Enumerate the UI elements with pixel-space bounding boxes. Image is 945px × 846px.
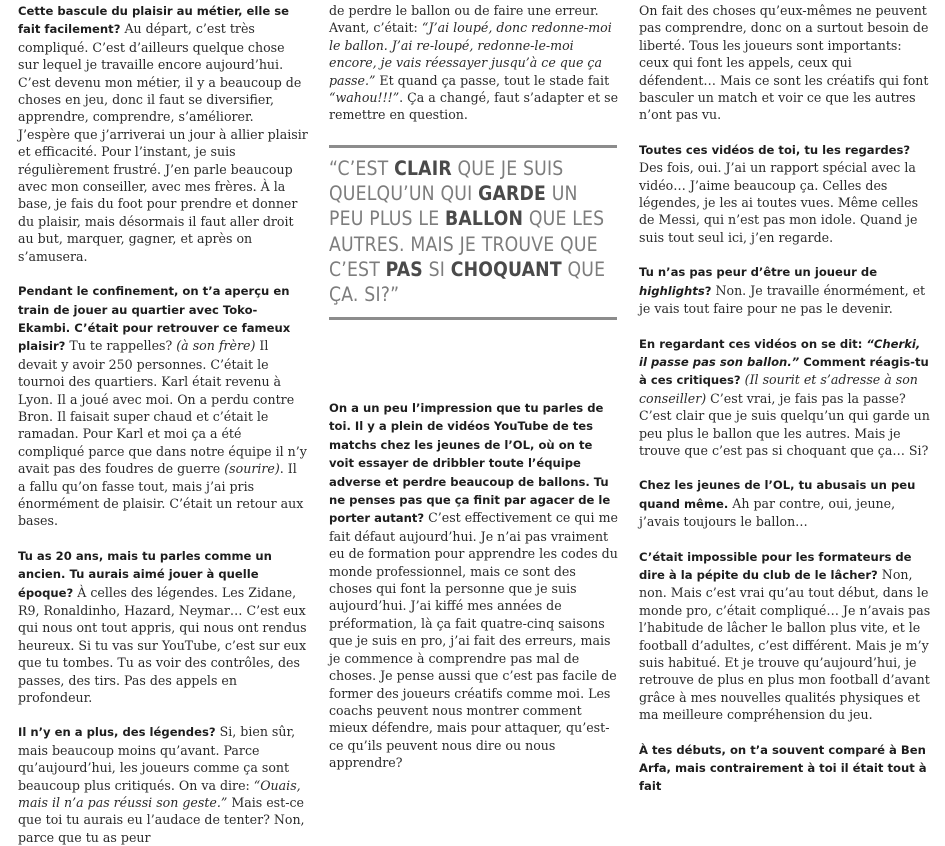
interview-question: Toutes ces vidéos de toi, tu les regardes?	[639, 142, 911, 157]
pull-quote-highlight: CLAIR	[394, 157, 452, 180]
interview-question: Cette bascule du plaisir au métier, elle se fait facilement?	[18, 4, 290, 37]
interview-answer: C’est vrai, je fais pas la passe? C’est clair que je suis quelqu’un qui garde un peu plus le ballon que les autres. Mais je trouve que c’est pas si choquant que ça… Si?	[639, 390, 930, 458]
interview-answer: Non, non. Mais c’est vrai qu’au tout début, dans le monde pro, c’était compliqué… Je n’avais pas l’habitude de lâcher le ballon plus vite, et le football d’adultes, c’est différent. Mais je m’y suis habitué. Et je trouve qu’aujourd’hui, je retrouve de plus en plus mon football d’avant grâce à mes nouvelles qualités physiques et ma meilleure compréhension du jeu.	[639, 566, 931, 723]
interview-answer: Tu te rappelles?	[65, 338, 177, 354]
stage-direction: (à son frère)	[176, 338, 256, 354]
interview-question: À tes débuts, on t’a souvent comparé à Ben Arfa, mais contrairement à toi il était tout à fait	[639, 742, 927, 794]
interview-answer: Et quand ça passe, tout le stade fait	[375, 72, 610, 88]
quoted-speech: “wahou!!!”	[329, 90, 400, 106]
pull-quote-highlight: GARDE	[478, 182, 547, 206]
interview-answer: Si, bien sûr, mais beaucoup moins qu’avant. Parce qu’aujourd’hui, les joueurs comme ça sont beaucoup plus critiqués. On va dire:	[18, 724, 296, 793]
interview-answer: À celles des légendes. Les Zidane, R9, Ronaldinho, Hazard, Neymar… C’est eux qui nous ont tout appris, qui nous ont rendus heureux. Si tu vas sur YouTube, c’est sur eux que tu tombes. Tu as voir des contrôles, des passes, des tirs. Pas des appels en profondeur.	[18, 584, 307, 706]
quoted-speech: “J’ai loupé, donc redonne-moi le ballon. J’ai re-loupé, redonne-le-moi encore, je vais réessayer jusqu’à ce que ça passe.”	[329, 20, 612, 88]
interview-question: En regardant ces vidéos on se dit:	[639, 336, 867, 351]
pull-quote-segment: QUE JE SUIS QUELQU’UN QUI	[329, 157, 564, 206]
interview-answer: C’est effectivement ce qui me fait défaut aujourd’hui. Je n’ai pas vraiment eu de formation pour apprendre les codes du monde professionnel, mais ce sont des choses qui font la personne que je suis aujourd’hui. J’ai kiffé mes années de préformation, là ça fait quatre-cinq saisons que je suis en pro, j’ai fait des erreurs, mais je commence à comprendre pas mal de choses. Je pense aussi que c’est pas facile de former des joueurs créatifs comme moi. Les coachs peuvent nous montrer comment mieux défendre, mais pour attaquer, qu’est-ce qu’ils peuvent nous dire ou nous apprendre?	[329, 510, 618, 771]
interview-answer: On fait des choses qu’eux-mêmes ne peuvent pas comprendre, donc on a surtout besoin de liberté. Tous les joueurs sont importants: ceux qui font les appels, ceux qui défendent… Mais ce sont les créatifs qui font basculer un match et voir ce que les autres n’ont pas vu.	[639, 3, 929, 123]
interview-question: Il n’y en a plus, des légendes?	[18, 725, 216, 740]
interview-paragraph	[639, 476, 931, 530]
interview-paragraph	[18, 723, 308, 846]
interview-paragraph	[329, 2, 619, 124]
interview-answer: Ah par contre, oui, jeune, j’avais toujours le ballon…	[639, 495, 896, 530]
interview-paragraph	[639, 2, 931, 124]
interview-question: Pendant le confinement, on t’a aperçu en train de jouer au quartier avec Toko-Ekambi. C’était pour retrouver ce fameux plaisir?	[18, 284, 291, 354]
pull-quote-segment: QUE LES AUTRES. MAIS JE TROUVE QUE C’EST	[329, 207, 605, 281]
interview-paragraph	[639, 548, 931, 724]
interview-question: Chez les jeunes de l’OL, tu abusais un peu quand même.	[639, 478, 916, 511]
interview-question: ?	[704, 283, 712, 298]
interview-paragraph	[639, 741, 931, 796]
pull-quote	[329, 145, 617, 320]
quoted-speech: “Ouais, mais il n’a pas réussi son geste.”	[18, 777, 301, 811]
interview-paragraph	[639, 141, 931, 246]
interview-answer: Non. Je travaille énormément, et je vais tout faire pour ne pas le devenir.	[639, 282, 926, 317]
pull-quote-segment: SI	[422, 257, 451, 281]
pull-quote-segment: “C’EST	[329, 157, 395, 180]
pull-quote-highlight: PAS	[385, 257, 423, 281]
pull-quote-highlight: BALLON	[444, 207, 524, 231]
interview-answer: Mais est-ce que toi tu aurais eu l’audace de tenter? Non, parce que tu as peur	[18, 795, 305, 845]
interview-paragraph	[639, 335, 931, 460]
interview-answer: Il devait y avoir 250 personnes. C’était le tournoi des quartiers. Karl était revenu à Lyon. Il a joué avec moi. On a perdu contre Bron. Il faisait super chaud et c’était le ramadan. Pour Karl et moi ça a été compliqué parce que dans notre équipe il n’y avait pas des foudres de guerre	[18, 338, 307, 477]
interview-answer: Des fois, oui. J’ai un rapport spécial avec la vidéo… J’aime beaucoup ça. Celles des légendes, je les ai toutes vues. Même celles de Messi, qui n’est pas mon idole. Quand je suis tout seul ici, j’en regarde.	[639, 160, 919, 245]
stage-direction: (sourire)	[224, 461, 280, 477]
pull-quote-segment: QUE ÇA. SI?”	[329, 257, 606, 307]
pull-quote-segment: UN PEU PLUS LE	[329, 182, 578, 231]
stage-direction: (Il sourit et s’adresse à son conseiller)	[639, 372, 918, 406]
interview-question: Tu n’as pas peur d’être un joueur de	[639, 265, 878, 280]
interview-question: C’était impossible pour les formateurs de dire à la pépite du club de le lâcher?	[639, 549, 912, 582]
interview-paragraph	[639, 263, 931, 317]
interview-question-emphasis: highlights	[639, 283, 705, 298]
article-column-1	[18, 0, 308, 845]
interview-answer: . Ça a changé, faut s’adapter et se remettre en question.	[329, 90, 619, 123]
interview-paragraph	[18, 547, 308, 707]
interview-question-emphasis: “Cherki, il passe pas son ballon.”	[639, 336, 921, 369]
article-column-3	[639, 0, 931, 794]
interview-answer: . Il a fallu qu’on fasse tout, mais j’ai pris énormément de plaisir. C’était un retour aux bases.	[18, 461, 304, 529]
interview-paragraph	[18, 282, 308, 530]
interview-paragraph	[18, 2, 308, 265]
interview-question: Comment réagis-tu à ces critiques?	[639, 354, 929, 388]
article-column-2	[329, 0, 619, 771]
pull-quote-highlight: CHOQUANT	[450, 257, 562, 281]
interview-paragraph	[329, 399, 619, 772]
interview-question: On a un peu l’impression que tu parles de toi. Il y a plein de vidéos YouTube de tes matchs chez les jeunes de l’OL, où on te voit essayer de dribbler toute l’équipe adverse et perdre beaucoup de ballons. Tu ne penses pas que ça finit par agacer de le porter autant?	[329, 401, 611, 526]
interview-answer: Au départ, c’est très compliqué. C’est d’ailleurs quelque chose sur lequel je travaille encore aujourd’hui. C’est devenu mon métier, il y a beaucoup de choses en jeu, donc il faut se diversifier, apprendre, comprendre, s’améliorer. J’espère que j’arriverai un jour à allier plaisir et efficacité. Pour l’instant, je suis régulièrement frustré. J’en parle beaucoup avec mon conseiller, avec mes frères. À la base, je fais du foot pour prendre et donner du plaisir, mais désormais il faut aller droit au but, marquer, gagner, et après on s’amusera.	[18, 21, 308, 264]
interview-question: Tu as 20 ans, mais tu parles comme un ancien. Tu aurais aimé jouer à quelle époque?	[18, 548, 272, 600]
interview-answer: de perdre le ballon ou de faire une erreur. Avant, c’était:	[329, 3, 599, 36]
